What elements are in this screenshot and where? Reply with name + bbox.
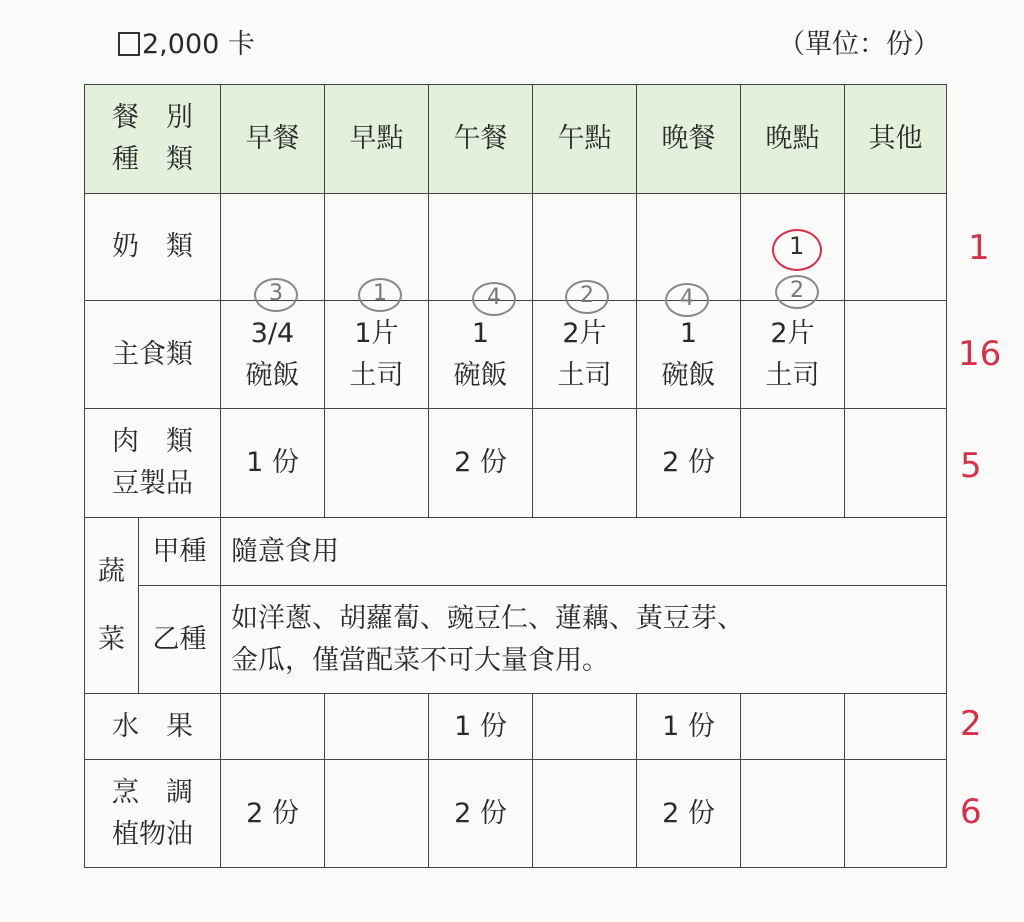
handwritten-total: 6 xyxy=(960,792,982,832)
handwritten-total: 16 xyxy=(958,334,1002,374)
row-label: 肉 類 豆製品 xyxy=(85,409,221,518)
table-cell: 2片 土司 xyxy=(533,301,637,409)
meal-header: 晚餐 xyxy=(637,85,741,194)
veg-type-b: 乙種 xyxy=(139,586,221,694)
meal-header: 晚點 xyxy=(741,85,845,194)
handwritten-number: 1 xyxy=(789,232,805,260)
table-cell: 1 碗飯 xyxy=(637,301,741,409)
veg-label: 蔬 菜 xyxy=(85,518,139,694)
table-cell: 2 份 xyxy=(429,760,533,868)
handwritten-circle: 3 xyxy=(254,278,298,312)
table-cell: 1 份 xyxy=(221,409,325,518)
table-cell: 1 份 xyxy=(637,694,741,760)
table-cell: 2 份 xyxy=(429,409,533,518)
table-cell: 1片 土司 xyxy=(325,301,429,409)
table-cell: 2 份 xyxy=(221,760,325,868)
handwritten-circle: 1 xyxy=(358,278,402,312)
meal-header: 午點 xyxy=(533,85,637,194)
oil-row xyxy=(85,760,947,868)
table-cell: 2片 土司 xyxy=(741,301,845,409)
table-cell: 2 份 xyxy=(637,760,741,868)
handwritten-total: 5 xyxy=(960,446,982,486)
row-label: 主食類 xyxy=(85,301,221,409)
row-label: 烹 調 植物油 xyxy=(85,760,221,868)
checkbox[interactable] xyxy=(118,32,140,56)
veg-b-note: 如洋蔥、胡蘿蔔、豌豆仁、蓮藕、黃豆芽、 金瓜，僅當配菜不可大量食用。 xyxy=(221,586,947,694)
veg-type-a: 甲種 xyxy=(139,518,221,586)
handwritten-circle: 4 xyxy=(472,282,516,316)
calorie-label: 2,000 卡 xyxy=(118,22,255,61)
row-label: 水 果 xyxy=(85,694,221,760)
handwritten-total: 2 xyxy=(960,704,982,744)
veg-a-row xyxy=(85,518,947,586)
meal-header: 午餐 xyxy=(429,85,533,194)
header-row xyxy=(85,85,947,194)
fruit-row xyxy=(85,694,947,760)
table-cell: 2 份 xyxy=(637,409,741,518)
unit-label: （單位：份） xyxy=(778,29,940,60)
meal-header: 早餐 xyxy=(221,85,325,194)
meal-plan-table xyxy=(84,84,947,868)
corner-cell: 餐 別 種 類 xyxy=(85,85,221,194)
meal-header: 早點 xyxy=(325,85,429,194)
veg-b-row xyxy=(85,586,947,694)
staple-row xyxy=(85,301,947,409)
veg-a-note: 隨意食用 xyxy=(221,518,947,586)
table-cell xyxy=(845,301,947,409)
handwritten-circle: 2 xyxy=(565,280,609,314)
meat-row xyxy=(85,409,947,518)
meal-header: 其他 xyxy=(845,85,947,194)
table-cell: 1 份 xyxy=(429,694,533,760)
handwritten-circle: 4 xyxy=(665,283,709,317)
row-label: 奶 類 xyxy=(85,194,221,301)
handwritten-circle: 2 xyxy=(775,275,819,309)
table-cell: 3/4 碗飯 xyxy=(221,301,325,409)
handwritten-total: 1 xyxy=(968,228,990,268)
table-cell: 1 碗飯 xyxy=(429,301,533,409)
